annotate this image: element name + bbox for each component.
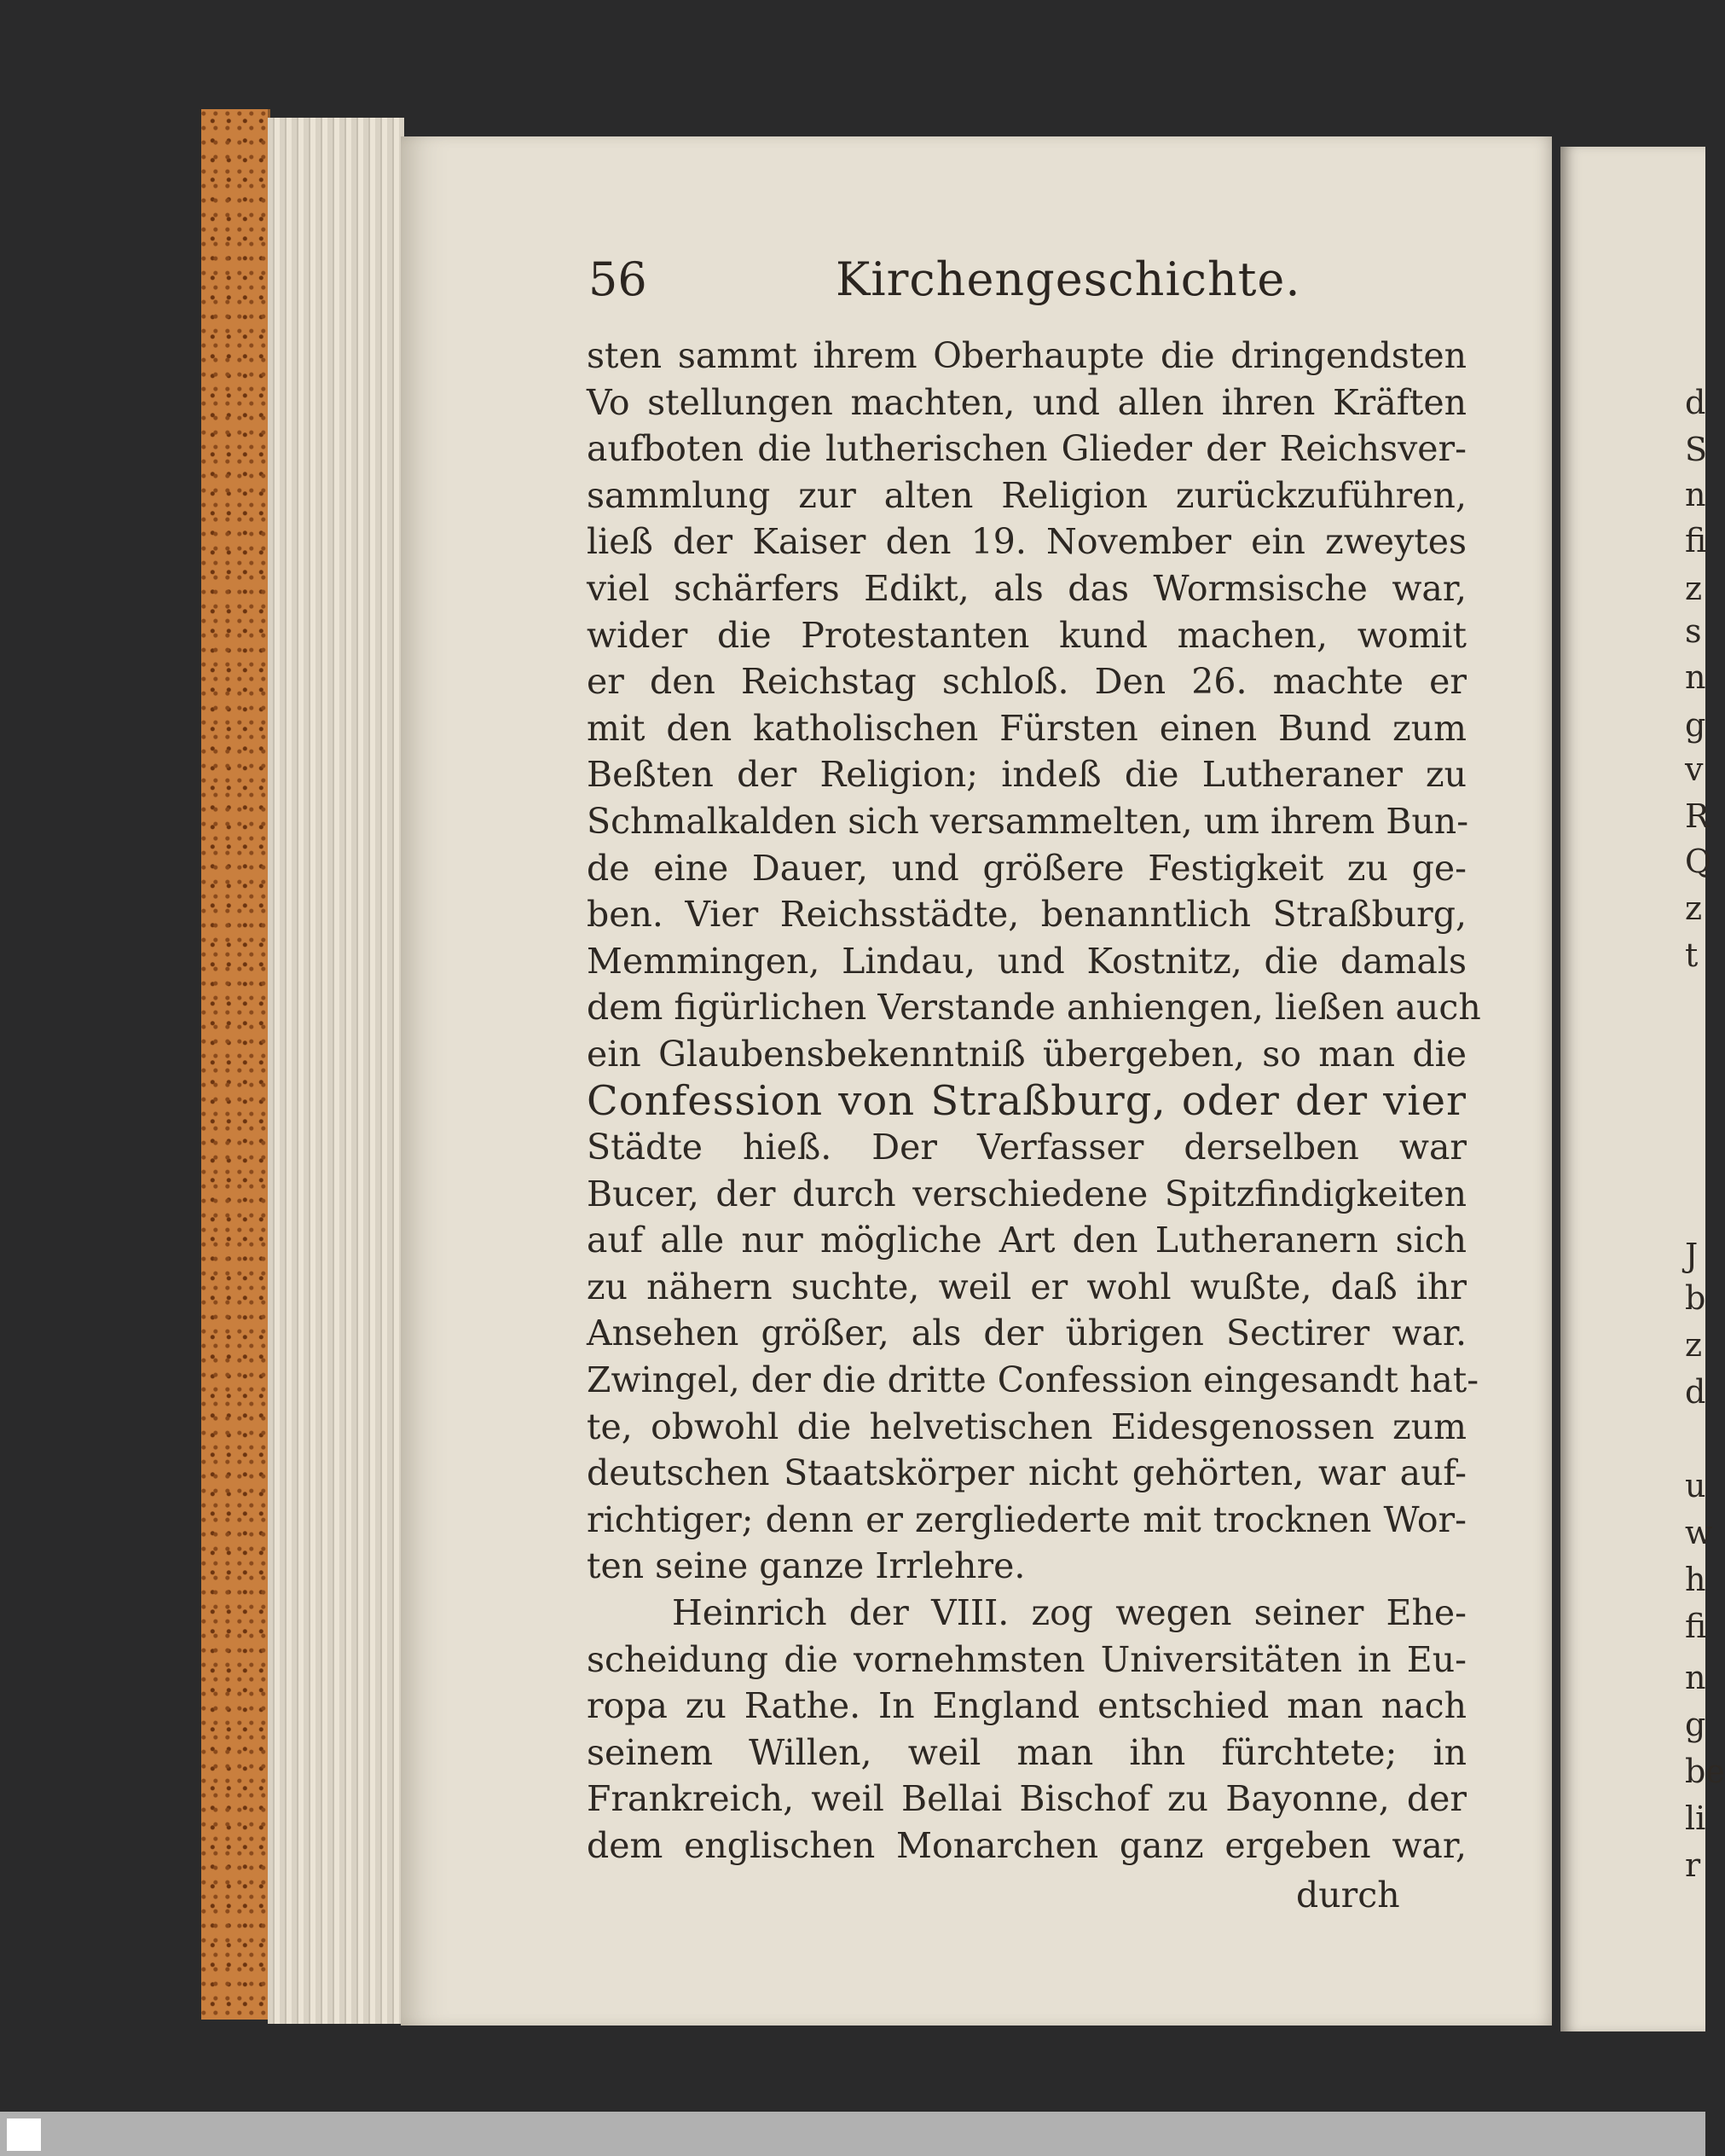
- text-line: aufboten die lutherischen Glieder der Reichsver-: [587, 428, 1467, 470]
- right-page-fragment: fi: [1685, 1608, 1707, 1645]
- text-line-paragraph-start: Heinrich der VIII. zog wegen seiner Ehe-: [672, 1592, 1467, 1634]
- page-number: 56: [588, 252, 647, 306]
- text-line: er den Reichstag schloß. Den 26. machte er: [587, 661, 1467, 703]
- text-line: scheidung die vornehmsten Universitäten in Eu-: [587, 1638, 1467, 1680]
- text-line: deutschen Staatskörper nicht gehörten, war auf-: [587, 1452, 1467, 1494]
- text-line: Zwingel, der die dritte Confession eingesandt hat-: [587, 1359, 1479, 1401]
- right-page-fragment: s: [1685, 612, 1702, 650]
- text-line: ließ der Kaiser den 19. November ein zweytes: [587, 521, 1467, 563]
- right-page-fragment: z: [1685, 570, 1703, 607]
- right-page-fragment: Q: [1685, 843, 1712, 880]
- page-header: [588, 247, 1458, 316]
- library-logo-icon: [7, 2118, 41, 2151]
- text-line: dem figürlichen Verstande anhiengen, ließen auch: [587, 987, 1481, 1029]
- right-page-fragment: n: [1685, 476, 1706, 513]
- text-line: Bucer, der durch verschiedene Spitzfindigkeiten: [587, 1173, 1467, 1214]
- page-stack-edges: [268, 118, 404, 2024]
- text-line: Frankreich, weil Bellai Bischof zu Bayonne, der: [587, 1778, 1467, 1820]
- right-page-fragment: J: [1685, 1237, 1699, 1274]
- text-line: seinem Willen, weil man ihn fürchtete; in: [587, 1731, 1467, 1773]
- right-page-fragment: t: [1685, 936, 1699, 974]
- text-line: viel schärfers Edikt, als das Wormsische war,: [587, 567, 1467, 609]
- text-line: ben. Vier Reichsstädte, benanntlich Straßburg,: [587, 894, 1467, 936]
- text-line: ten seine ganze Irrlehre.: [587, 1545, 1026, 1587]
- text-line: Memmingen, Lindau, und Kostnitz, die damals: [587, 940, 1467, 982]
- text-line: sten sammt ihrem Oberhaupte die dringendsten: [587, 335, 1467, 376]
- right-page-fragment: fi: [1685, 522, 1707, 559]
- text-line: wider die Protestanten kund machen, womit: [587, 614, 1467, 656]
- text-line: Vo stellungen machten, und allen ihren Kräften: [587, 381, 1467, 423]
- running-title: Kirchengeschichte.: [836, 252, 1301, 306]
- book-cover-edge: [201, 109, 270, 2020]
- text-line: Ansehen größer, als der übrigen Sectirer war.: [587, 1313, 1467, 1354]
- right-page-fragment: b: [1685, 1279, 1706, 1317]
- right-page-edge: [1560, 147, 1708, 2031]
- text-line: sammlung zur alten Religion zurückzuführen,: [587, 474, 1467, 516]
- text-line: Städte hieß. Der Verfasser derselben war: [587, 1127, 1467, 1168]
- text-line: mit den katholischen Fürsten einen Bund zum: [587, 707, 1467, 749]
- right-page-fragment: g: [1685, 1706, 1706, 1743]
- text-line-emphasis: Confession von Straßburg, oder der vier: [587, 1076, 1467, 1125]
- text-line: Schmalkalden sich versammelten, um ihrem Bun-: [587, 800, 1469, 842]
- right-page-fragment: n: [1685, 1659, 1706, 1696]
- text-line: ropa zu Rathe. In England entschied man nach: [587, 1685, 1467, 1727]
- right-page-fragment: li: [1685, 1800, 1706, 1837]
- right-page-fragment: h: [1685, 1561, 1706, 1598]
- right-page-fragment: u: [1685, 1467, 1706, 1504]
- right-page-fragment: z: [1685, 890, 1703, 927]
- right-page-fragment: n: [1685, 658, 1706, 696]
- text-line: auf alle nur mögliche Art den Lutheranern sich: [587, 1220, 1467, 1261]
- right-page-fragment: z: [1685, 1326, 1703, 1364]
- right-page-fragment: r: [1685, 1846, 1701, 1884]
- viewer-footer-bar: [0, 2112, 1705, 2156]
- right-page-fragment: g: [1685, 706, 1706, 744]
- text-line: zu nähern suchte, weil er wohl wußte, daß ihr: [587, 1266, 1467, 1307]
- text-line: te, obwohl die helvetischen Eidesgenossen zum: [587, 1405, 1467, 1447]
- text-line: dem englischen Monarchen ganz ergeben war,: [587, 1825, 1467, 1866]
- text-line: richtiger; denn er zergliederte mit trocknen Wor-: [587, 1498, 1467, 1540]
- catchword: durch: [1296, 1875, 1400, 1915]
- right-page-fragment: d: [1685, 384, 1706, 421]
- text-line: de eine Dauer, und größere Festigkeit zu ge-: [587, 847, 1467, 889]
- right-page-fragment: S: [1685, 431, 1708, 468]
- right-page-fragment: d: [1685, 1373, 1706, 1411]
- text-line: Beßten der Religion; indeß die Lutheraner zu: [587, 754, 1467, 796]
- right-page-fragment: w: [1685, 1514, 1713, 1551]
- text-line: ein Glaubensbekenntniß übergeben, so man die: [587, 1033, 1467, 1075]
- right-page-fragment: R: [1685, 797, 1710, 835]
- body-text: [587, 333, 1481, 1869]
- right-page-fragment: v: [1685, 751, 1704, 788]
- right-page-text-fragments: [1685, 0, 1725, 1962]
- right-page-fragment: be: [1685, 1753, 1725, 1790]
